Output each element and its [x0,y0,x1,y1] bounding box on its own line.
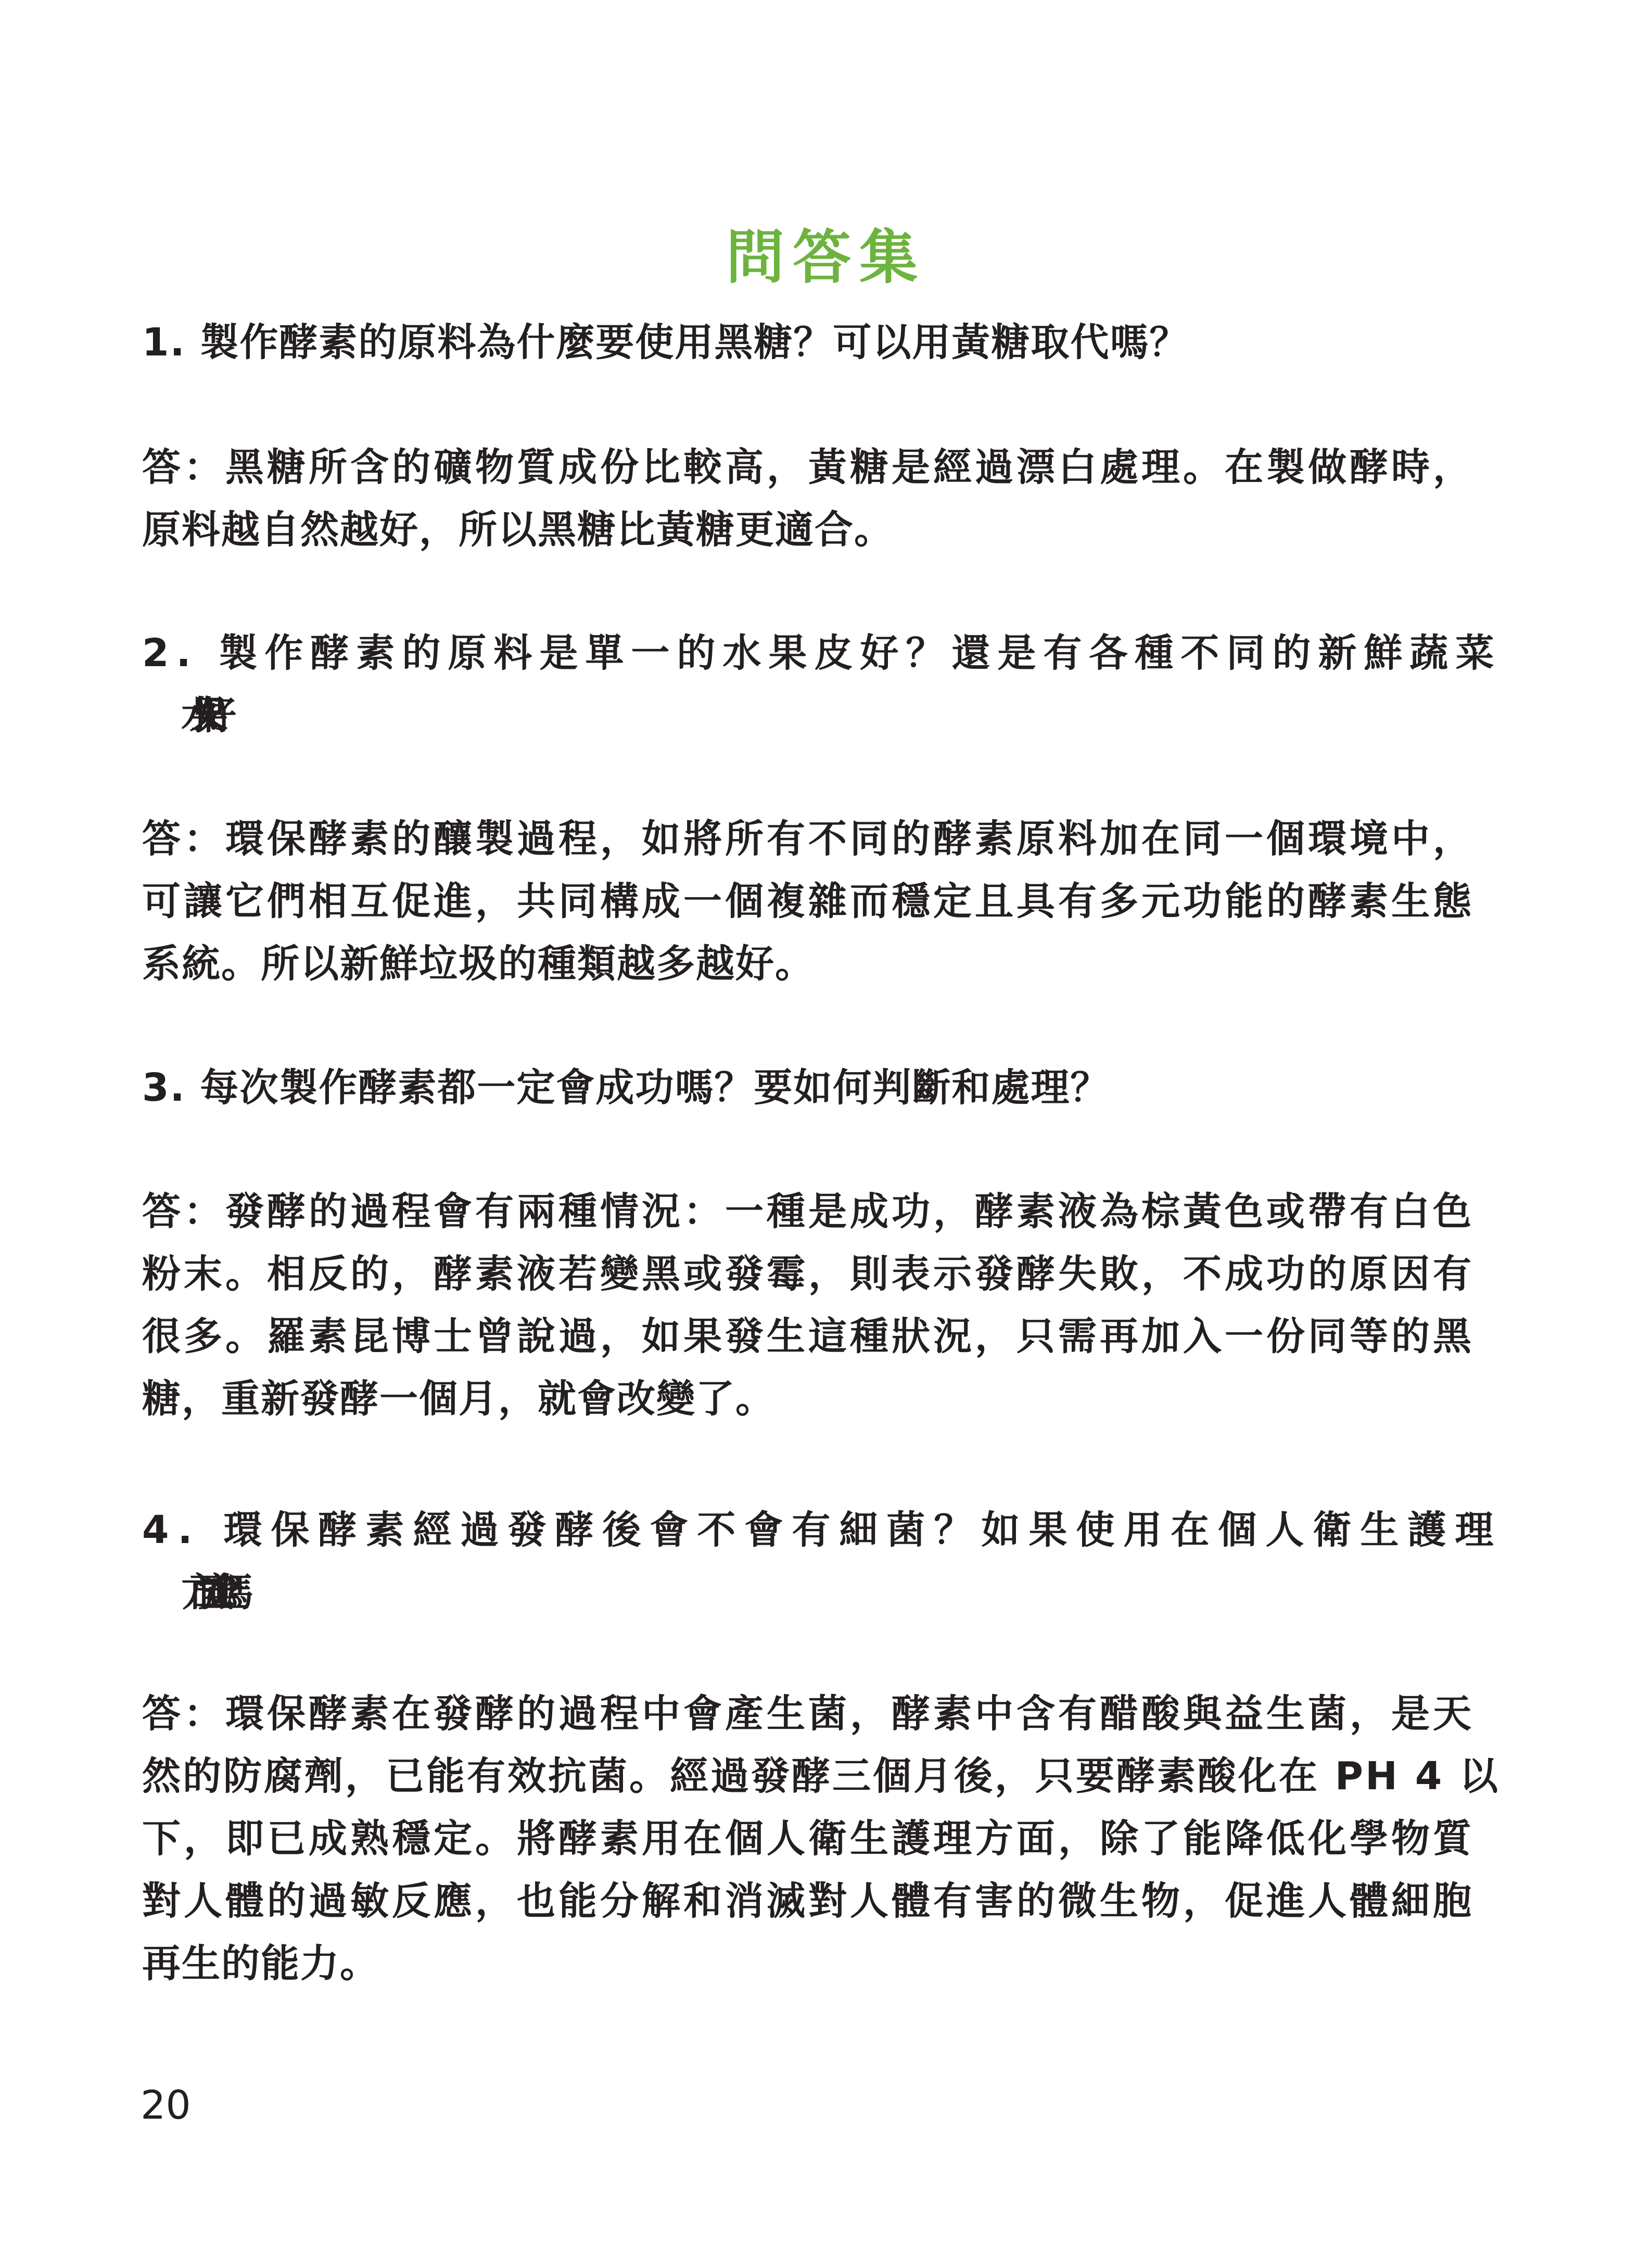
question-4 [142,1499,1510,1624]
answer-line: 答：黑糖所含的礦物質成份比較高，黃糖是經過漂白處理。在製做酵時， [142,445,1475,490]
page-number: 20 [141,2082,191,2128]
answer-1 [142,436,1510,561]
answer-3 [142,1180,1510,1430]
question-line: 2. 製作酵素的原料是單一的水果皮好？還是有各種不同的新鮮蔬菜 [142,631,1502,676]
question-line: 水果好？ [181,693,214,738]
question-line: 4. 環保酵素經過發酵後會不會有細菌？如果使用在個人衛生護理 [142,1508,1503,1552]
answer-line: 答：環保酵素在發酵的過程中會產生菌，酵素中含有醋酸與益生菌，是天 [142,1691,1475,1736]
answer-line: 可讓它們相互促進，共同構成一個複雜而穩定且具有多元功能的酵素生態 [142,879,1475,924]
answer-line: 答：環保酵素的釀製過程，如將所有不同的酵素原料加在同一個環境中， [142,817,1475,861]
page-title: 問答集 [726,224,926,292]
answer-line: 很多。羅素昆博士曾說過，如果發生這種狀況，只需再加入一份同等的黑 [142,1314,1475,1359]
answer-line: 原料越自然越好，所以黑糖比黃糖更適合。 [142,507,894,552]
answer-line: 下，即已成熟穩定。將酵素用在個人衛生護理方面，除了能降低化學物質 [142,1816,1475,1861]
answer-line: 然的防腐劑，已能有效抗菌。經過發酵三個月後，只要酵素酸化在 PH 4 以 [142,1754,1500,1799]
question-line: 1. 製作酵素的原料為什麼要使用黑糖？可以用黃糖取代嗎？ [142,320,1189,365]
answer-line: 粉末。相反的，酵素液若變黑或發霉，則表示發酵失敗，不成功的原因有 [142,1252,1475,1296]
answer-line: 再生的能力。 [142,1941,379,1986]
answer-line: 糖，重新發酵一個月，就會改變了。 [142,1377,775,1421]
question-line: 3. 每次製作酵素都一定會成功嗎？要如何判斷和處理？ [142,1065,1110,1110]
question-3 [142,1056,1510,1119]
answer-2 [142,808,1510,995]
question-1 [142,311,1510,374]
answer-line: 系統。所以新鮮垃圾的種類越多越好。 [142,941,815,986]
question-line: 方面安全嗎？ [181,1570,231,1615]
answer-4 [142,1683,1510,1995]
answer-line: 答：發酵的過程會有兩種情況：一種是成功，酵素液為棕黃色或帶有白色 [142,1189,1475,1234]
answer-line: 對人體的過敏反應，也能分解和消滅對人體有害的微生物，促進人體細胞 [142,1879,1475,1923]
question-2 [142,622,1510,747]
